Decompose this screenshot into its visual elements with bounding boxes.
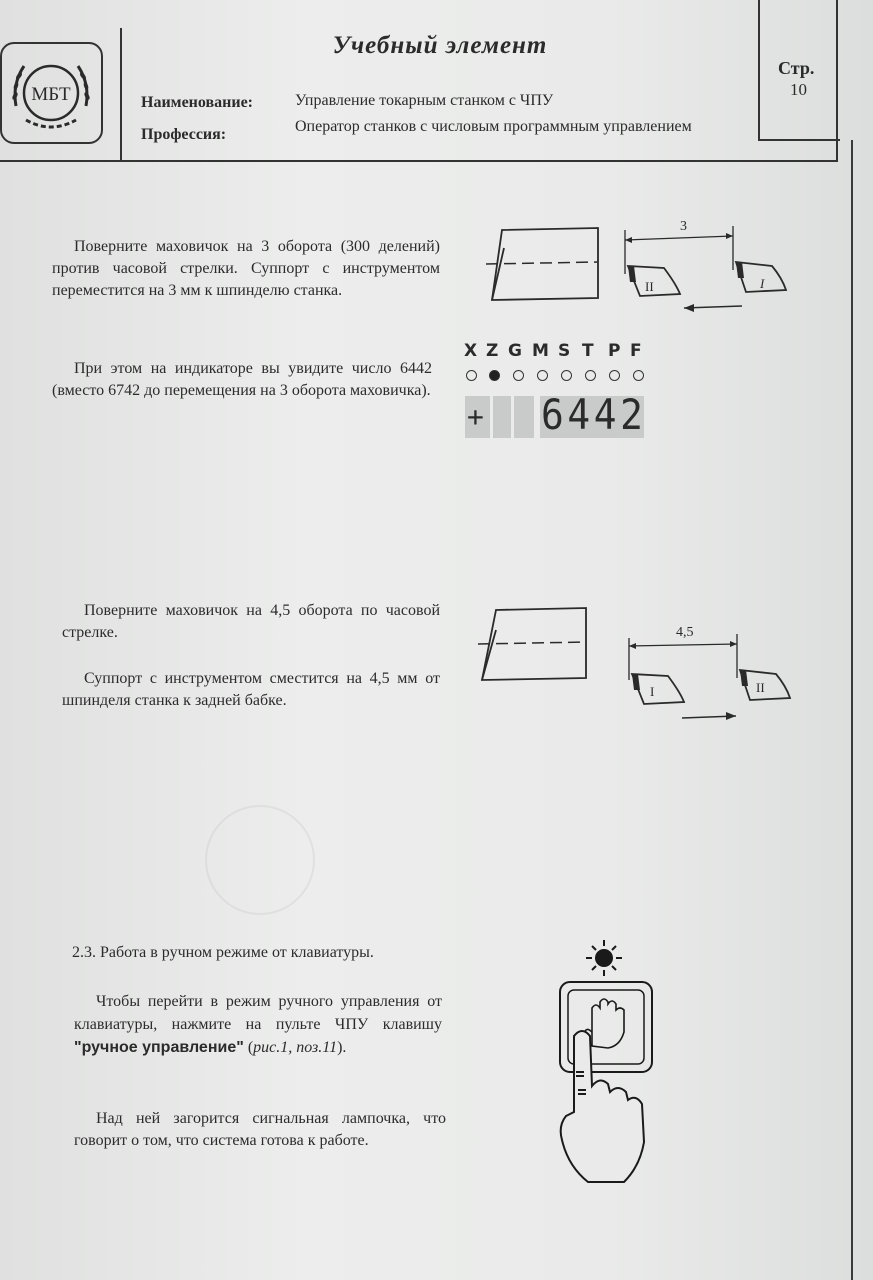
page-header [0,0,838,162]
page-number: 10 [790,80,807,99]
logo [0,42,103,144]
indicator-lamp [561,370,572,381]
indicator-lamp [489,370,500,381]
tool-position-label: II [756,680,765,695]
page-border-right [851,140,853,1280]
instruction-paragraph: При этом на индикаторе вы увидите число 6442 (вместо 6742 до перемещения на 3 оборота маховичка). [52,360,432,399]
instruction-paragraph [74,990,442,1059]
logo-text: МБТ [31,84,71,105]
axis-letter: G [508,341,522,361]
figure-reference: рис.1, поз.11 [253,1039,338,1056]
instruction-paragraph: Суппорт с инструментом сместится на 4,5 мм от шпинделя станка к задней бабке. [62,670,440,709]
axis-letter: Z [486,341,499,361]
instruction-paragraph: Поверните маховичок на 4,5 оборота по часовой стрелке. [62,602,440,641]
axis-letter: F [630,341,642,361]
indicator-lamp [585,370,596,381]
axis-letter: P [608,341,621,361]
dimension-label: 3 [680,219,687,234]
digit-cell [514,396,534,438]
signal-lamp-icon [586,940,622,976]
name-value: Управление токарным станком с ЧПУ [295,92,554,109]
logo-emblem-icon [2,44,101,142]
paragraph-text: ( [243,1039,254,1056]
indicator-lamp [609,370,620,381]
section-heading: 2.3. Работа в ручном режиме от клавиатуры. [72,944,374,961]
axis-letter: S [558,341,571,361]
axis-letter: M [532,341,549,361]
indicator-lamp [466,370,477,381]
tool-movement-diagram [474,604,804,730]
dimension-label: 4,5 [676,625,694,640]
paragraph-text: Чтобы перейти в режим ручного управления от клавиатуры, нажмите на пульте ЧПУ клавишу [74,993,442,1033]
tool-position-label: I [650,684,655,699]
instruction-paragraph: Над ней загорится сигнальная лампочка, что говорит о том, что система готова к работе. [74,1110,446,1149]
indicator-lamp [513,370,524,381]
bleed-through-mark [205,805,315,915]
tool-movement-diagram [480,212,800,322]
manual-mode-key-illustration [548,936,678,1186]
axis-letter: X [464,341,478,361]
indicator-lamp [633,370,644,381]
page-label: Стр. [778,58,815,78]
instruction-paragraph: Поверните маховичок на 3 оборота (300 делений) против часовой стрелки. Суппорт с инструментом переместится на 3 мм к шпинделю станка. [52,238,440,299]
paragraph-text: ). [337,1039,347,1056]
key-name: "ручное управление" [74,1039,244,1056]
name-label: Наименование: [141,94,253,111]
tool-position-label: I [760,276,765,291]
profession-label: Профессия: [141,126,227,143]
indicator-lamp [537,370,548,381]
header-divider [120,28,122,162]
page-title: Учебный элемент [332,32,548,59]
tool-position-label: II [645,279,654,294]
axis-letter: T [582,341,594,361]
pressing-finger-icon [561,1031,644,1182]
profession-value: Оператор станков с числовым программным управлением [295,118,692,135]
digit-cell [493,396,511,438]
indicator-value: 6442 [541,390,647,439]
indicator-sign: + [467,400,484,433]
header-divider [758,139,840,141]
